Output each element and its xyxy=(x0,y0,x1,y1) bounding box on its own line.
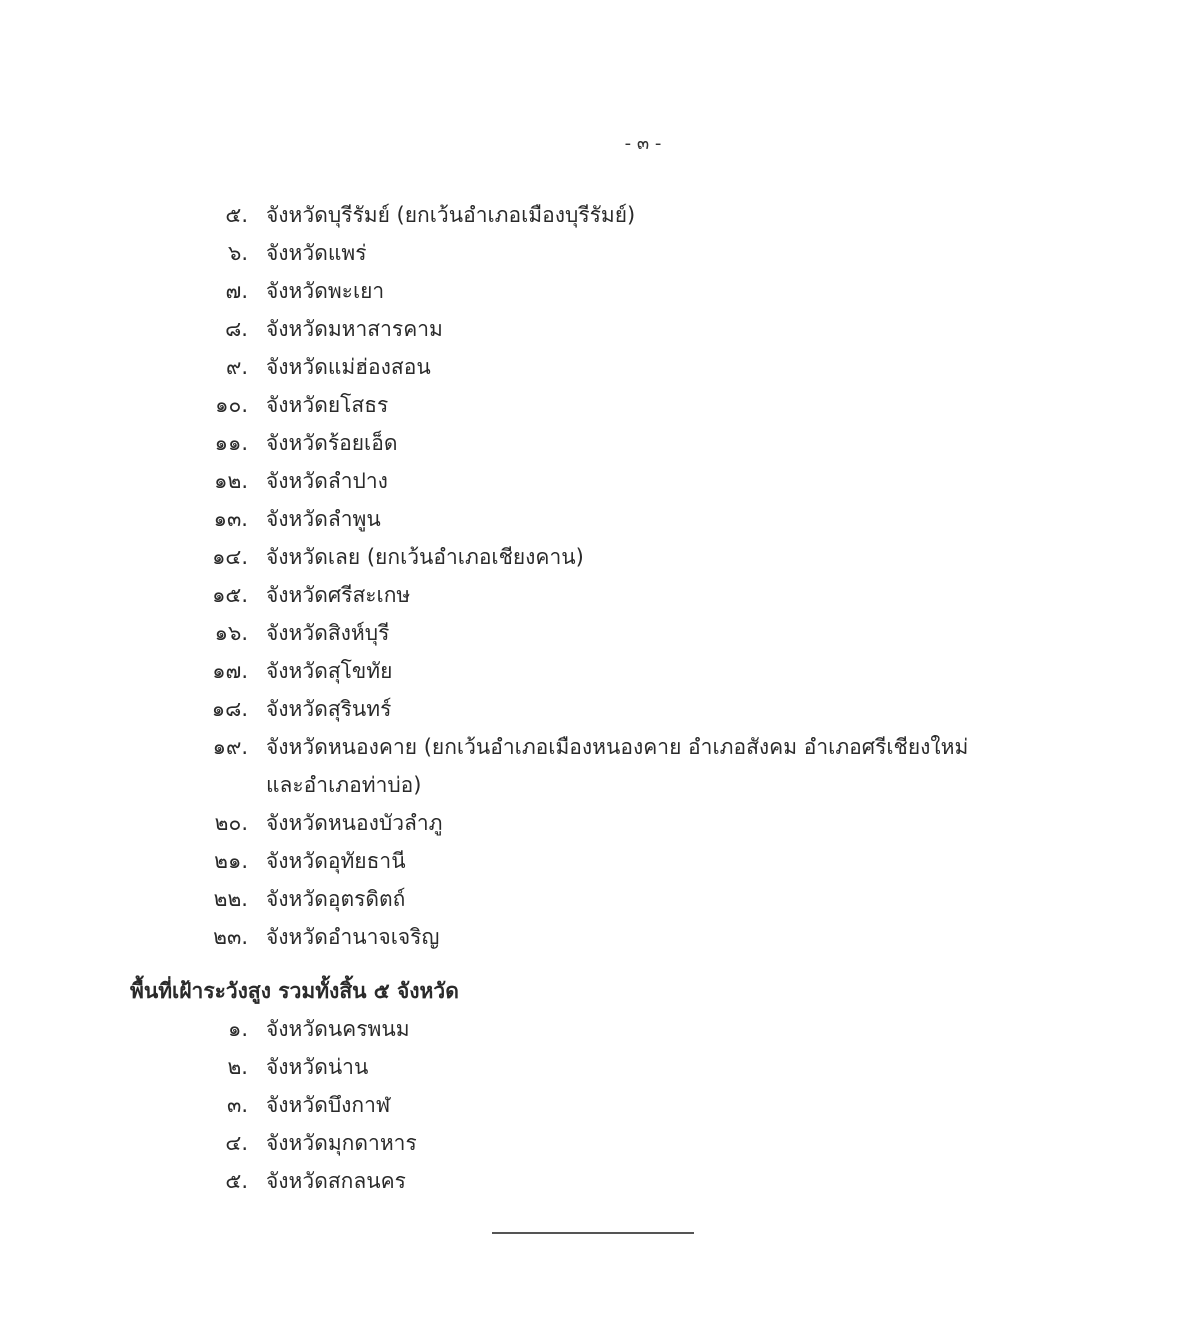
list-item-number: ๕. xyxy=(225,203,248,227)
list-item-number: ๘. xyxy=(225,317,248,341)
list-item xyxy=(0,462,1200,500)
list-item-number: ๑๐. xyxy=(215,393,248,417)
list-item xyxy=(0,272,1200,310)
list-item xyxy=(0,690,1200,728)
list-item-text: จังหวัดพะเยา xyxy=(266,279,385,303)
list-item-number: ๙. xyxy=(225,355,248,379)
list-item-number: ๔. xyxy=(225,1131,248,1155)
list-item-text: จังหวัดอำนาจเจริญ xyxy=(266,925,440,949)
list-item-number: ๗. xyxy=(225,279,248,303)
list-item-text: จังหวัดแม่ฮ่องสอน xyxy=(266,355,431,379)
list-item-number: ๒๑. xyxy=(214,849,248,873)
list-item xyxy=(0,1010,1200,1048)
list-item-number: ๑๙. xyxy=(212,735,248,759)
list-item-text: จังหวัดน่าน xyxy=(266,1055,369,1079)
list-item xyxy=(0,804,1200,842)
section-heading: พื้นที่เฝ้าระวังสูง รวมทั้งสิ้น ๕ จังหวัด xyxy=(130,979,459,1003)
province-list-main xyxy=(0,196,1200,956)
list-item-text: จังหวัดสุโขทัย xyxy=(266,659,393,683)
list-item xyxy=(0,196,1200,234)
list-item-text: จังหวัดบึงกาฬ xyxy=(266,1093,391,1117)
list-item xyxy=(0,728,1200,804)
list-item-text: จังหวัดเลย (ยกเว้นอำเภอเชียงคาน) xyxy=(266,545,584,569)
list-item xyxy=(0,842,1200,880)
list-item-text: จังหวัดนครพนม xyxy=(266,1017,410,1041)
list-item-text: จังหวัดมุกดาหาร xyxy=(266,1131,417,1155)
list-item xyxy=(0,880,1200,918)
list-item xyxy=(0,500,1200,538)
list-item-text: จังหวัดสุรินทร์ xyxy=(266,697,392,721)
list-item-text: จังหวัดอุทัยธานี xyxy=(266,849,406,873)
list-item-number: ๑๖. xyxy=(214,621,248,645)
list-item-number: ๕. xyxy=(225,1169,248,1193)
end-rule-divider xyxy=(492,1232,694,1234)
list-item-number: ๑๕. xyxy=(212,583,248,607)
list-item-text: จังหวัดลำปาง xyxy=(266,469,388,493)
list-item-number: ๒. xyxy=(227,1055,248,1079)
list-item-text: จังหวัดสกลนคร xyxy=(266,1169,406,1193)
list-item-number: ๒๓. xyxy=(213,925,248,949)
list-item xyxy=(0,424,1200,462)
list-item-number: ๑๔. xyxy=(212,545,248,569)
list-item xyxy=(0,310,1200,348)
list-item-text: จังหวัดหนองบัวลำภู xyxy=(266,811,443,835)
list-item-text: จังหวัดสิงห์บุรี xyxy=(266,621,390,645)
province-list-high-surveillance xyxy=(0,1010,1200,1200)
list-item-number: ๑. xyxy=(227,1017,248,1041)
list-item xyxy=(0,1086,1200,1124)
list-item-text: จังหวัดบุรีรัมย์ (ยกเว้นอำเภอเมืองบุรีรัมย์) xyxy=(266,203,636,227)
list-item-text: จังหวัดแพร่ xyxy=(266,241,367,265)
page-number: - ๓ - xyxy=(624,133,662,154)
list-item-number: ๑๓. xyxy=(213,507,248,531)
list-item xyxy=(0,1162,1200,1200)
list-item-number: ๑๒. xyxy=(214,469,248,493)
list-item-text: จังหวัดยโสธร xyxy=(266,393,389,417)
list-item xyxy=(0,386,1200,424)
list-item xyxy=(0,652,1200,690)
list-item-number: ๒๒. xyxy=(213,887,248,911)
list-item xyxy=(0,1124,1200,1162)
list-item-number: ๑๑. xyxy=(214,431,248,455)
list-item-text: จังหวัดหนองคาย (ยกเว้นอำเภอเมืองหนองคาย อำเภอสังคม อำเภอศรีเชียงใหม่ xyxy=(266,735,969,759)
list-item xyxy=(0,918,1200,956)
list-item-text: จังหวัดลำพูน xyxy=(266,507,381,531)
list-item xyxy=(0,234,1200,272)
list-item-text: จังหวัดมหาสารคาม xyxy=(266,317,443,341)
list-item xyxy=(0,1048,1200,1086)
list-item xyxy=(0,614,1200,652)
list-item-number: ๒๐. xyxy=(214,811,248,835)
list-item xyxy=(0,538,1200,576)
list-item xyxy=(0,576,1200,614)
list-item-text-continuation: และอำเภอท่าบ่อ) xyxy=(266,773,422,797)
list-item-text: จังหวัดศรีสะเกษ xyxy=(266,583,411,607)
list-item-number: ๓. xyxy=(226,1093,248,1117)
list-item-text: จังหวัดร้อยเอ็ด xyxy=(266,431,398,455)
list-item-number: ๑๗. xyxy=(212,659,248,683)
list-item xyxy=(0,348,1200,386)
list-item-number: ๑๘. xyxy=(211,697,248,721)
list-item-number: ๖. xyxy=(227,241,248,265)
list-item-text: จังหวัดอุตรดิตถ์ xyxy=(266,887,406,911)
